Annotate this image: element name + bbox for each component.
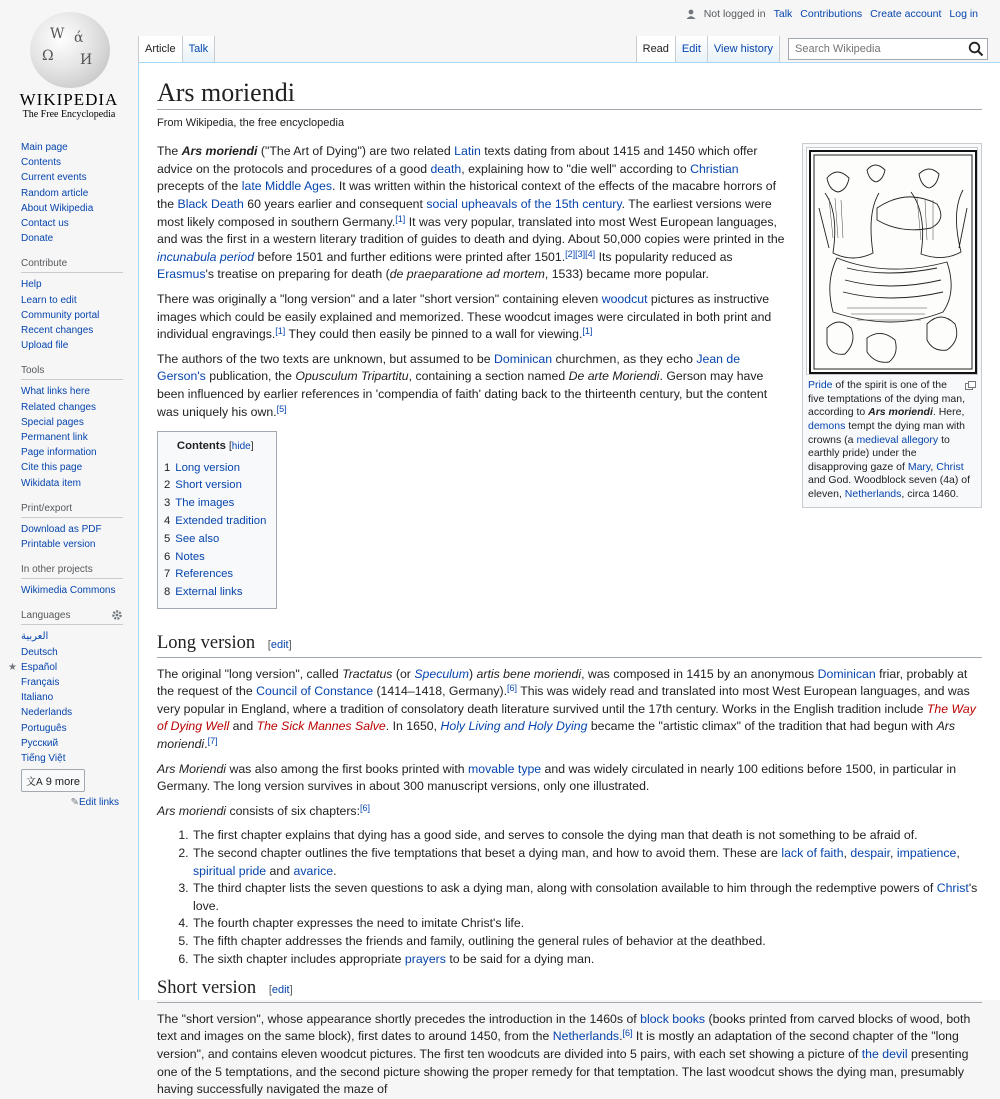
text: friar, probably at the request of the	[157, 666, 968, 699]
section-heading-short-version: Short version [edit]	[157, 980, 982, 1003]
enlarge-icon[interactable]	[965, 381, 976, 390]
link-despair[interactable]: despair	[850, 846, 891, 860]
caption-text: ,	[930, 460, 937, 473]
link-avarice[interactable]: avarice	[293, 863, 334, 878]
paragraph-long-1	[157, 666, 982, 754]
list-item-text: to be said for a dying man.	[445, 951, 595, 966]
language-item-vietnamese[interactable]: Tiếng Việt	[21, 753, 66, 765]
edit-links-label[interactable]: Edit links	[78, 797, 119, 809]
logo-glyph: W	[50, 26, 65, 42]
wiki-link[interactable]: Christian	[690, 161, 739, 176]
text: publication, the	[205, 369, 296, 384]
toc-item-link[interactable]: The images	[175, 497, 235, 510]
text: Its popularity reduced as	[595, 249, 733, 264]
toc-item-number: 6	[164, 550, 171, 563]
reference-link[interactable]: [6]	[359, 802, 370, 813]
caption-link-medieval-allegory[interactable]: medieval allegory	[856, 433, 939, 446]
italic-text: De arte Moriendi	[568, 369, 660, 384]
italic-text: de praeparatione ad mortem	[389, 267, 545, 282]
talk-link[interactable]: Talk	[773, 8, 793, 20]
text: , containing a section named	[408, 369, 569, 384]
contributions-link[interactable]: Contributions	[800, 8, 863, 20]
content	[138, 62, 1000, 1097]
create-account-link[interactable]: Create account	[870, 8, 942, 20]
logo-wordmark: WIKIPEDIA	[19, 90, 119, 109]
toc-item-link[interactable]: See also	[175, 532, 220, 545]
toc-item-number: 8	[164, 586, 171, 599]
reference-link[interactable]: [7]	[207, 736, 218, 747]
list-item-text: ,	[890, 846, 897, 860]
sidebar-item-wikimedia-commons[interactable]: Wikimedia Commons	[21, 585, 116, 597]
link-impatience[interactable]: impatience	[896, 846, 957, 860]
italic-text: artis bene moriendi	[476, 666, 582, 681]
text: was also among the first books printed with	[226, 761, 468, 776]
list-item-text: ,	[956, 846, 960, 860]
text: . It was written within the historical context of the effects of the macabre horrors of the	[157, 179, 777, 211]
tab-edit[interactable]: Edit	[676, 36, 708, 63]
gear-icon[interactable]	[111, 609, 123, 621]
toc-item-number: 2	[164, 479, 171, 492]
wiki-link[interactable]: Erasmus	[157, 267, 206, 282]
print-heading: Print/export	[21, 503, 123, 518]
projects-portal	[0, 564, 138, 598]
table-of-contents	[157, 431, 277, 609]
list-item-text: The first chapter explains that dying has a good side, and serves to console the dying man that death is not something to be afraid of.	[193, 828, 918, 843]
list-item-text: The fifth chapter addresses the friends and family, outlining the general rules of behavior at the deathbed.	[193, 933, 766, 948]
text: .	[204, 737, 208, 752]
caption-text: and God. Woodblock seven (4a) of eleven,	[808, 474, 971, 500]
site-subtitle: From Wikipedia, the free encyclopedia	[157, 117, 345, 130]
logo-tagline: The Free Encyclopedia	[22, 109, 116, 120]
wiki-link[interactable]: the devil	[861, 1046, 908, 1061]
wiki-link[interactable]: Holy Living and Holy Dying	[440, 719, 588, 734]
wiki-link[interactable]: Speculum	[414, 666, 469, 681]
languages-portal	[0, 610, 138, 808]
tools-heading: Tools	[21, 365, 123, 380]
toc-item[interactable]	[164, 531, 266, 549]
sidebar-item-donate[interactable]: Donate	[21, 233, 54, 245]
toc-item-link[interactable]: Extended tradition	[175, 515, 267, 528]
tab-read[interactable]: Read	[636, 36, 676, 63]
toc-item-link[interactable]: Short version	[175, 479, 242, 492]
logo-glyph: И	[80, 52, 93, 68]
log-in-link[interactable]: Log in	[949, 8, 978, 20]
language-item-dutch[interactable]: Nederlands	[21, 707, 73, 719]
section-edit-link[interactable]: edit	[270, 639, 289, 652]
sidebar-item-upload-file[interactable]: Upload file	[21, 340, 69, 352]
toc-item-link[interactable]: Notes	[175, 550, 205, 563]
wiki-link[interactable]: incunabula period	[157, 249, 255, 264]
text: ("The Art of Dying") are two related	[257, 144, 455, 159]
list-item	[192, 880, 982, 915]
section-edit-link[interactable]: edit	[271, 984, 290, 997]
caption-text: tempt the dying man with crowns (a	[808, 419, 966, 446]
star-icon: ★	[8, 661, 17, 673]
logo-glyph: ά	[74, 30, 84, 46]
list-item-text: The fourth chapter expresses the need to imitate Christ's life.	[193, 916, 525, 931]
woodcut-illustration	[807, 148, 979, 376]
language-item-portuguese[interactable]: Português	[21, 722, 67, 734]
reference-link[interactable]: [2][3][4]	[565, 248, 596, 259]
text: The	[157, 144, 182, 159]
caption-link-pride[interactable]: Pride	[808, 379, 833, 392]
toc-hide-link[interactable]: hide	[231, 441, 251, 453]
list-item	[192, 915, 982, 933]
projects-heading: In other projects	[21, 564, 123, 579]
toc-item-number: 5	[164, 532, 171, 545]
toc-item[interactable]	[164, 495, 266, 513]
navigation-portal	[0, 140, 138, 246]
caption-link-christ[interactable]: Christ	[936, 460, 964, 473]
contribute-heading: Contribute	[21, 258, 123, 273]
woodcut-image[interactable]	[806, 147, 978, 375]
text: precepts of the	[157, 179, 242, 194]
not-logged-in-label: Not logged in	[703, 8, 766, 20]
sidebar-item-about[interactable]: About Wikipedia	[21, 202, 94, 214]
italic-text: Tractatus	[342, 666, 393, 681]
sidebar-item-current-events[interactable]: Current events	[21, 172, 87, 184]
sidebar-item-wikidata-item[interactable]: Wikidata item	[21, 477, 82, 489]
reference-link[interactable]: [1]	[395, 213, 406, 224]
text: The "short version", whose appearance shortly precedes the introduction in the 1460s of	[157, 1011, 641, 1026]
text: and was widely circulated in nearly 100 editions before 1500, in particular in Germany. The long version survives in about 300 manuscript versions, only one illustrated.	[157, 761, 957, 794]
sidebar-item-help[interactable]: Help	[21, 279, 42, 291]
italic-text: Ars Moriendi	[157, 761, 227, 776]
sidebar-item-special-pages[interactable]: Special pages	[21, 416, 84, 428]
languages-heading: Languages	[21, 610, 123, 625]
wikipedia-logo[interactable]	[0, 0, 138, 130]
caption-link-mary[interactable]: Mary	[907, 460, 931, 473]
text: churchmen, as they echo	[552, 351, 697, 366]
toc-list	[164, 460, 266, 602]
caption-ars-moriendi: Ars moriendi	[868, 406, 933, 419]
more-languages-button[interactable]	[21, 769, 85, 792]
list-item-text: The second chapter outlines the five temptations that beset a dying man, and how to avoid them. These are	[193, 846, 782, 860]
search-icon[interactable]	[968, 41, 984, 57]
text: and	[229, 719, 257, 734]
caption-text: , circa 1460.	[901, 487, 959, 500]
wiki-link[interactable]: social upheavals of the 15th century	[426, 196, 622, 211]
tab-talk[interactable]: Talk	[183, 36, 216, 63]
caption-text: . Here,	[932, 406, 965, 419]
paragraph-long-3	[157, 803, 982, 821]
reference-link[interactable]: [1]	[582, 326, 593, 337]
text: pictures as instructive images which could be easily explained and memorized. These woodcut images were circulated in both print and individual engravings.	[157, 291, 772, 342]
toc-item-link[interactable]: References	[175, 568, 234, 581]
toc-item[interactable]	[164, 477, 266, 495]
sidebar-item-contact[interactable]: Contact us	[21, 218, 69, 230]
toc-item-link[interactable]: Long version	[175, 461, 240, 474]
bold-title: Ars moriendi	[181, 144, 258, 159]
text: It was very popular, translated into most West European languages, and was the first in a western literary tradition of guides to death and dying. About 50,000 copies were printed in the	[157, 214, 785, 247]
personal-tools	[686, 8, 978, 20]
paragraph-long-2	[157, 761, 982, 796]
wiki-link[interactable]: Council of Constance	[256, 684, 374, 699]
sidebar-item-community-portal[interactable]: Community portal	[21, 309, 100, 321]
list-item-text: ,	[843, 846, 851, 860]
list-item-text: The third chapter lists the seven questions to ask a dying man, along with consolation available to him through the redemptive powers of	[193, 881, 937, 896]
print-portal	[0, 503, 138, 552]
tools-portal	[0, 365, 138, 490]
sidebar-item-cite-this-page[interactable]: Cite this page	[21, 462, 83, 474]
list-item-text: 's love.	[193, 881, 978, 913]
text: consists of six chapters:	[226, 803, 360, 818]
toc-item[interactable]	[164, 566, 266, 584]
reference-link[interactable]: [6]	[507, 683, 518, 694]
text: . In 1650,	[385, 719, 441, 734]
reference-link[interactable]: [5]	[276, 403, 287, 414]
reference-link[interactable]: [6]	[622, 1028, 633, 1039]
thumbnail-caption	[806, 375, 978, 503]
wiki-link[interactable]: death	[430, 161, 462, 176]
redlink[interactable]: The Way of Dying Well	[157, 701, 976, 734]
wiki-link[interactable]: Black Death	[177, 196, 244, 211]
italic-text: Ars moriendi	[157, 803, 227, 818]
list-item	[192, 951, 982, 969]
puzzle-globe-icon	[30, 12, 110, 88]
wiki-link[interactable]: block books	[640, 1011, 706, 1026]
more-languages-label: 9 more	[45, 776, 80, 789]
article-body	[157, 143, 982, 1099]
sidebar-item-main-page[interactable]: Main page	[21, 142, 68, 153]
section-title: Short version	[157, 978, 257, 999]
text: The authors of the two texts are unknown, but assumed to be	[157, 351, 494, 366]
redlink[interactable]: The Sick Mannes Salve	[256, 719, 386, 734]
edit-links[interactable]	[21, 797, 119, 808]
toc-item[interactable]	[164, 584, 266, 602]
list-item-text: .	[333, 863, 337, 878]
toc-item-number: 3	[164, 497, 171, 510]
sidebar-item-recent-changes[interactable]: Recent changes	[21, 325, 94, 337]
sidebar	[0, 140, 138, 820]
link-lack-of-faith[interactable]: lack of faith	[781, 846, 844, 860]
toc-title-row: Contents [hide]	[176, 440, 254, 453]
list-item-text: The sixth chapter includes appropriate	[193, 951, 405, 966]
sidebar-item-random-article[interactable]: Random article	[21, 187, 89, 199]
text: , 1533) became more popular.	[544, 267, 709, 282]
text: texts dating from about 1415 and 1450 which offer advice on the protocols and procedures of a good	[157, 144, 758, 176]
tab-article[interactable]: Article	[138, 36, 183, 63]
caption-link-demons[interactable]: demons	[808, 419, 846, 432]
sidebar-item-learn-to-edit[interactable]: Learn to edit	[21, 294, 77, 306]
text: (or	[392, 666, 415, 681]
namespace-tabs	[138, 36, 215, 63]
link-prayers[interactable]: prayers	[404, 951, 446, 966]
sidebar-item-what-links-here[interactable]: What links here	[21, 386, 90, 398]
section-heading-long-version: Long version [edit]	[157, 635, 982, 658]
text: 's treatise on preparing for death (	[205, 267, 390, 282]
toc-item-number: 1	[164, 461, 171, 474]
contribute-portal	[0, 258, 138, 353]
list-item	[192, 827, 982, 845]
wiki-link[interactable]: Dominican	[817, 666, 876, 681]
translate-icon: 文A	[26, 777, 43, 789]
search-input[interactable]	[788, 38, 988, 60]
sidebar-item-related-changes[interactable]: Related changes	[21, 401, 97, 413]
logo-glyph: Ω	[42, 48, 54, 64]
text: (books printed from carved blocks of wood, both text and images on the same block), first dates to around 1450, from the	[157, 1011, 971, 1044]
italic-text: Ars moriendi	[157, 719, 956, 752]
paragraph-short-1	[157, 1011, 982, 1099]
text: They could then easily be pinned to a wall for viewing.	[285, 327, 583, 342]
sidebar-item-printable-version[interactable]: Printable version	[21, 539, 96, 551]
sidebar-item-download-pdf[interactable]: Download as PDF	[21, 523, 102, 535]
wiki-link[interactable]: Netherlands	[552, 1029, 620, 1044]
text: . The earliest versions were most likely composed in southern Germany.	[157, 196, 772, 229]
text: This was widely read and translated into most West European languages, and was very popular in England, where a tradition of consolatory death literature survived until the 17th century. Works in the English tradition include	[157, 684, 970, 716]
language-item-arabic[interactable]: العربية	[21, 631, 49, 643]
sidebar-item-page-information[interactable]: Page information	[21, 447, 97, 459]
toc-item-number: 7	[164, 568, 171, 581]
user-icon	[686, 9, 696, 19]
list-item-text: and	[266, 863, 294, 878]
wiki-link[interactable]: Latin	[454, 144, 481, 159]
text: (1414–1418, Germany).	[373, 684, 508, 699]
pencil-icon: ✎	[70, 797, 79, 809]
toc-title: Contents	[176, 440, 226, 453]
wiki-link[interactable]: woodcut	[601, 291, 648, 306]
list-item	[192, 845, 982, 880]
reference-link[interactable]: [1]	[275, 326, 286, 337]
text: , was composed in 1415 by an anonymous	[581, 666, 818, 681]
list-item	[192, 933, 982, 951]
chapters-list	[192, 827, 982, 968]
language-item-russian[interactable]: Русский	[21, 737, 59, 749]
text: There was originally a "long version" and a later "short version" containing eleven	[157, 291, 602, 306]
link-spiritual-pride[interactable]: spiritual pride	[193, 863, 267, 878]
text: .	[619, 1029, 623, 1044]
toc-item-number: 4	[164, 515, 171, 528]
tab-view-history[interactable]: View history	[708, 36, 780, 63]
view-tabs	[636, 36, 780, 63]
caption-text: of the spirit is one of the five temptations of the dying man, according to	[808, 379, 966, 419]
language-item-german[interactable]: Deutsch	[21, 646, 58, 658]
text: )	[469, 666, 477, 681]
text: It is mostly an adaptation of the second chapter of the "long version", and contains eleven woodcut pictures. The first ten woodcuts are divided into 5 pairs, with each set showing a picture of	[157, 1029, 959, 1061]
sidebar-item-contents[interactable]: Contents	[21, 157, 62, 169]
sidebar-item-permanent-link[interactable]: Permanent link	[21, 432, 88, 444]
wiki-link[interactable]: Jean de Gerson's	[157, 351, 741, 384]
text: presenting one of the 5 temptations, and the second picture showing the proper remedy for that temptation. The last woodcut shows the dying man, presumably having successfully navigated the maze of	[157, 1046, 969, 1097]
toc-item[interactable]	[164, 549, 266, 567]
thumbnail	[802, 143, 982, 507]
wiki-link[interactable]: Dominican	[494, 351, 553, 366]
language-item-italian[interactable]: Italiano	[21, 692, 54, 704]
caption-text: to earthly pride) under the disapproving gaze of	[808, 433, 950, 473]
text: 60 years earlier and consequent	[243, 196, 427, 211]
text: The original "long version", called	[157, 666, 343, 681]
language-item-spanish[interactable]: Español	[21, 661, 58, 673]
page-title: Ars moriendi	[157, 77, 982, 110]
text: became the "artistic climax" of the tradition that had begun with	[587, 719, 937, 734]
wiki-link[interactable]: movable type	[468, 761, 542, 776]
wiki-link[interactable]: late Middle Ages	[241, 179, 332, 194]
section-title: Long version	[157, 633, 256, 654]
caption-link-netherlands[interactable]: Netherlands	[844, 487, 902, 500]
link-christ[interactable]: Christ	[936, 881, 969, 896]
text: , explaining how to "die well" according to	[461, 161, 691, 176]
text: . Gerson may have been influenced by earlier references in 'compendia of faith' dating back to the thirteenth century, but the content was uniquely his own.	[157, 369, 768, 419]
toc-item[interactable]	[164, 513, 266, 531]
toc-item[interactable]	[164, 460, 266, 478]
language-item-french[interactable]: Français	[21, 677, 60, 689]
italic-text: Opusculum Tripartitu	[295, 369, 409, 384]
text: before 1501 and further editions were printed after 1501.	[254, 249, 566, 264]
toc-item-link[interactable]: External links	[175, 586, 243, 599]
